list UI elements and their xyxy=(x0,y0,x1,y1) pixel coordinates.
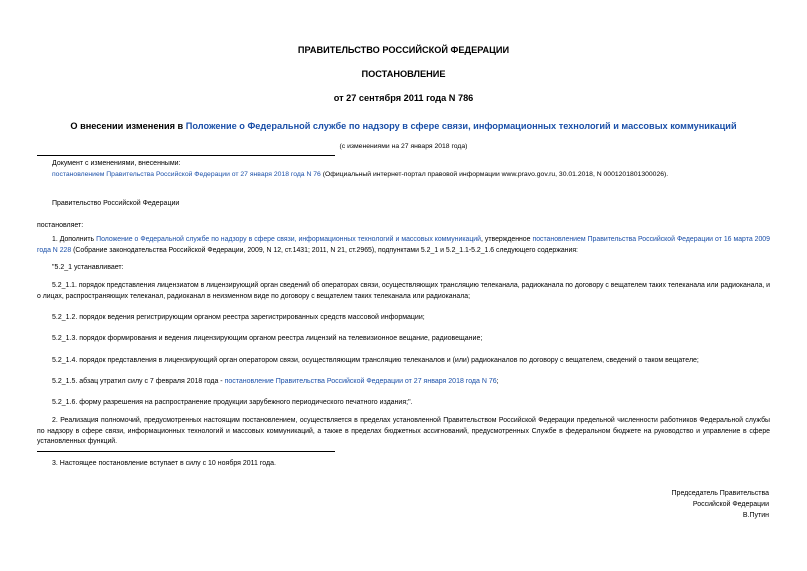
p1-decree-228-link[interactable]: постановлением Правительства Российской Федерации от 16 марта 2009 года N 228 xyxy=(37,236,770,254)
subpoint-3: 5.2_1.3. порядок формирования и ведения лицензирующим органом реестра лицензий на телевизионное вещание, радиовещание; xyxy=(52,335,483,342)
changes-decree-link[interactable]: постановлением Правительства Российской Федерации от 27 января 2018 года N 76 xyxy=(52,171,321,178)
signatory-title-1: Председатель Правительства xyxy=(671,490,769,497)
s5-decree-76-link[interactable]: постановление Правительства Российской Федерации от 27 января 2018 года N 76 xyxy=(224,378,497,385)
resolves-word: постановляет: xyxy=(37,222,84,229)
changes-source: (Официальный интернет-портал правовой информации www.pravo.gov.ru, 30.01.2018, N 0001201801300026). xyxy=(320,171,669,178)
subpoint-5 xyxy=(52,377,499,388)
subpoint-intro: "5.2_1 устанавливает: xyxy=(52,264,124,271)
changes-label: Документ с изменениями, внесенными: xyxy=(52,160,181,167)
government-heading: ПРАВИТЕЛЬСТВО РОССИЙСКОЙ ФЕДЕРАЦИИ xyxy=(297,45,510,55)
doc-type-heading: ПОСТАНОВЛЕНИЕ xyxy=(361,69,446,79)
p1-text-1: 1. Дополнить xyxy=(52,236,97,243)
signatory-title-2: Российской Федерации xyxy=(692,501,769,508)
signatory-name: В.Путин xyxy=(742,512,769,519)
p1-regulation-link[interactable]: Положение о Федеральной службе по надзору в сфере связи, информационных технологий и массовых коммуникаций xyxy=(96,236,481,243)
paragraph-1 xyxy=(37,235,770,256)
subpoint-1: 5.2_1.1. порядок представления лицензиатом в лицензирующий орган сведений об операторах связи, осуществляющих трансляцию телеканала, радиоканала по договору с вещателем таких телеканала или радиоканала, и о лицах, распространяющих телеканал, радиоканал в неизменном виде по договору с вещателем таких телеканала или радиоканала; xyxy=(37,282,770,300)
s5-text-1: 5.2_1.5. абзац утратил силу с 7 февраля 2018 года - xyxy=(52,378,225,385)
paragraph-2: 2. Реализация полномочий, предусмотренных настоящим постановлением, осуществляется в пределах установленной Правительством Российской Федерации предельной численности работников Федеральной службы по надзору в сфере связи, информационных технологий и массовых коммуникаций, а также в пределах бюджетных ассигнований, предусмотренных Службе в федеральном бюджете на руководство и управление в сфере установленных функций. xyxy=(37,417,770,445)
p1-text-2: , утвержденное xyxy=(480,236,533,243)
document-title xyxy=(0,121,807,131)
title-regulation-link[interactable]: Положение о Федеральной службе по надзору в сфере связи, информационных технологий и массовых коммуникаций xyxy=(185,121,737,131)
subpoint-4: 5.2_1.4. порядок представления в лицензирующий орган оператором связи, осуществляющим трансляцию телеканалов и (или) радиоканалов по договору с вещателем, сведений о таком вещателе; xyxy=(52,357,699,364)
p1-text-3: (Собрание законодательства Российской Федерации, 2009, N 12, ст.1431; 2011, N 21, ст.2965), подпунктами 5.2_1 и 5.2_1.1-5.2_1.6 следующего содержания: xyxy=(71,246,578,254)
title-prefix: О внесении изменения в xyxy=(70,121,186,131)
issuer: Правительство Российской Федерации xyxy=(52,200,180,207)
revision-note: (с изменениями на 27 января 2018 года) xyxy=(339,143,468,150)
changes-source-line xyxy=(52,170,668,181)
s5-text-2: ; xyxy=(496,378,499,385)
subpoint-2: 5.2_1.2. порядок ведения регистрирующим органом реестра зарегистрированных средств массовой информации; xyxy=(52,314,425,321)
paragraph-3: 3. Настоящее постановление вступает в силу с 10 ноября 2011 года. xyxy=(52,460,276,467)
subpoint-6: 5.2_1.6. форму разрешения на распространение продукции зарубежного периодического печатного издания;". xyxy=(52,399,413,406)
doc-date-number: от 27 сентября 2011 года N 786 xyxy=(333,93,474,103)
top-divider xyxy=(37,155,335,156)
bottom-divider xyxy=(37,451,335,452)
